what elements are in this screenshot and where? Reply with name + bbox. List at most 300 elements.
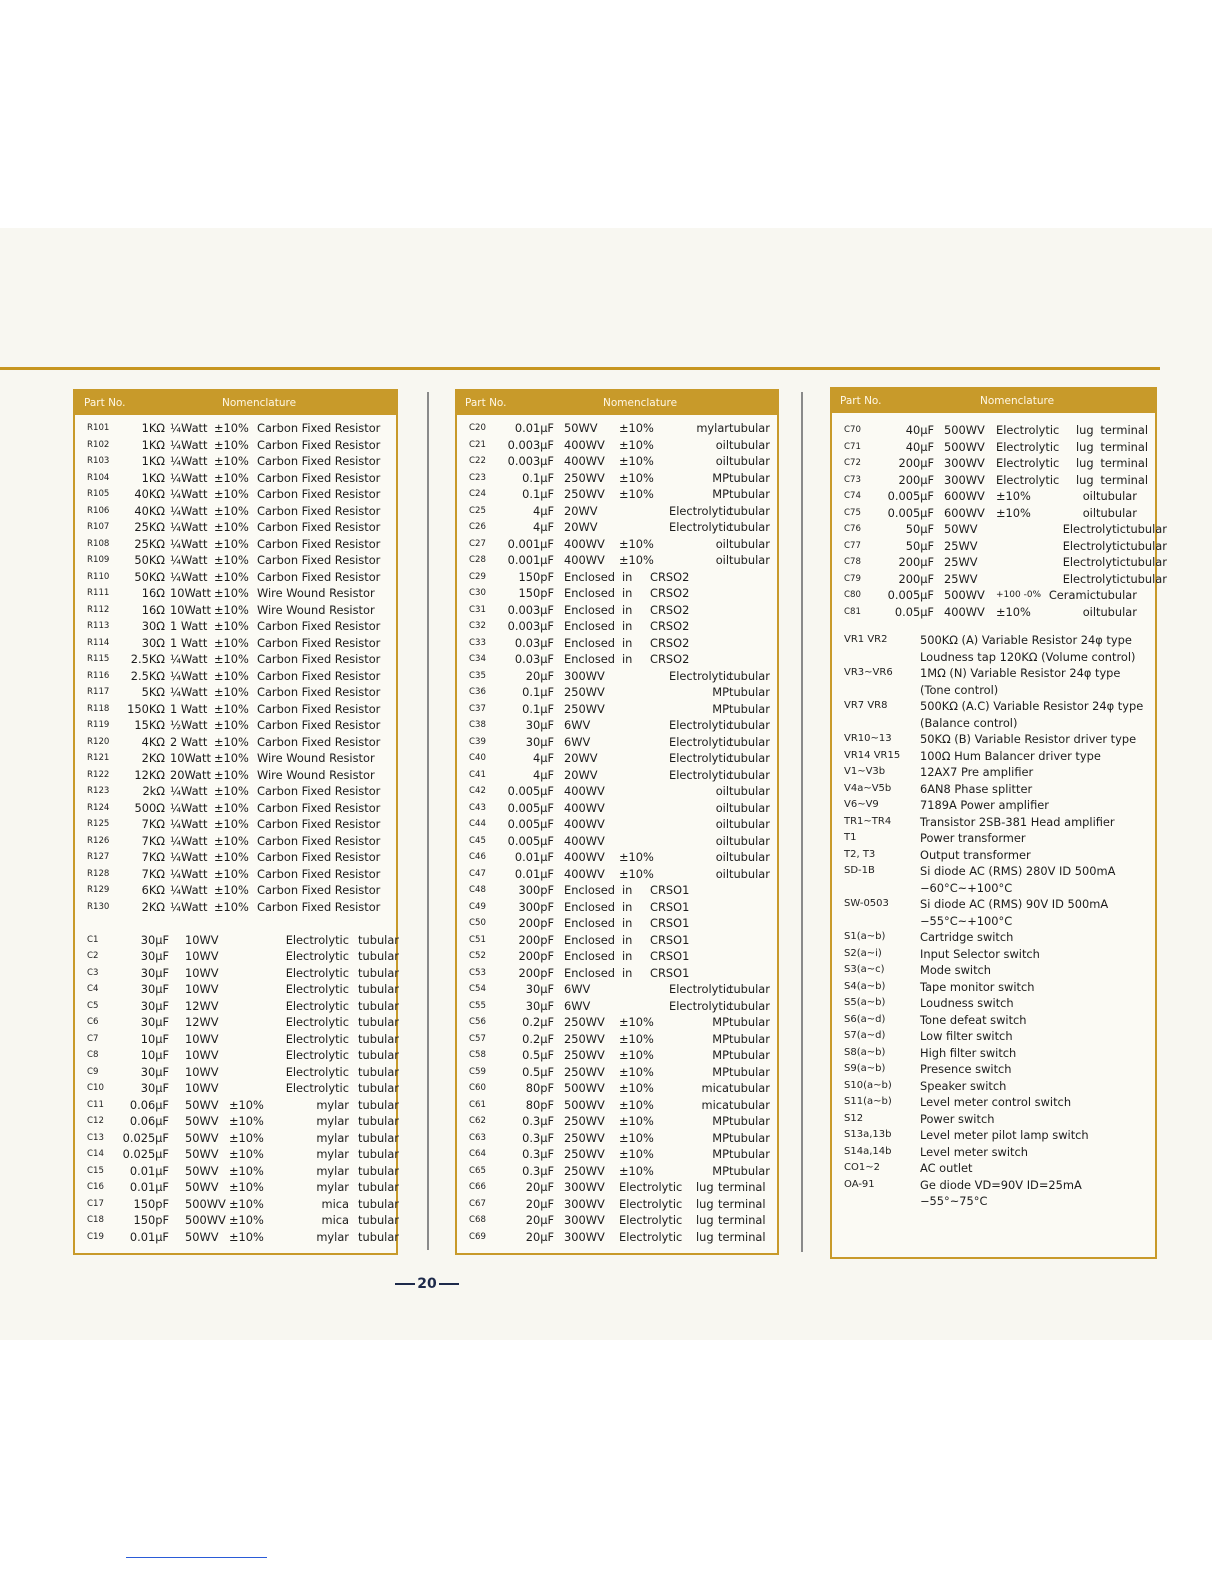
form: terminal xyxy=(1100,472,1148,487)
wattage: ¼Watt xyxy=(170,569,208,584)
table-row xyxy=(87,816,386,833)
form: tubular xyxy=(1096,604,1137,619)
table-row xyxy=(87,882,386,899)
value: 0.03μF xyxy=(514,652,554,667)
form: tubular xyxy=(729,668,770,683)
tolerance: ±10% xyxy=(214,668,249,683)
value: 30μF xyxy=(140,998,169,1013)
voltage: 25WV xyxy=(944,555,978,569)
voltage: Enclosed xyxy=(564,569,615,584)
material: lug xyxy=(696,1196,714,1211)
table-row xyxy=(87,899,386,916)
value: 200μF xyxy=(898,472,934,487)
part-number: C49 xyxy=(469,901,486,912)
part-number: S1(a~b) xyxy=(844,931,886,942)
table-row xyxy=(469,470,770,487)
material: mylar xyxy=(316,1130,349,1145)
form: tubular xyxy=(729,1064,770,1079)
table-row xyxy=(844,797,1145,814)
wattage: 1 Watt xyxy=(170,619,208,634)
material: Electrolytic xyxy=(285,1064,349,1079)
table-row xyxy=(87,470,386,487)
table-row xyxy=(844,554,1167,571)
value: 50μF xyxy=(905,522,934,536)
voltage: 12WV xyxy=(185,1015,219,1030)
table-row xyxy=(469,965,767,982)
value: 1KΩ xyxy=(141,421,165,436)
table-row xyxy=(87,552,386,569)
part-number: S8(a~b) xyxy=(844,1046,886,1058)
tolerance: ±10% xyxy=(619,1114,654,1129)
table-row xyxy=(469,1212,767,1229)
part-number: R125 xyxy=(87,819,110,830)
value: 2kΩ xyxy=(142,784,165,799)
form: tubular xyxy=(358,1031,399,1046)
value: 0.005μF xyxy=(887,505,934,520)
table-row xyxy=(87,1064,399,1081)
tolerance: ±10% xyxy=(214,437,249,452)
table-row xyxy=(87,849,386,866)
table-row xyxy=(87,618,386,635)
tolerance: ±10% xyxy=(214,619,249,634)
form: tubular xyxy=(1096,588,1137,602)
part-number: C47 xyxy=(469,868,486,879)
tolerance: ±10% xyxy=(229,1114,264,1129)
voltage: 50WV xyxy=(564,421,598,436)
value: 200pF xyxy=(518,949,554,964)
tolerance: in xyxy=(622,949,633,964)
tolerance: Electrolytic xyxy=(619,1213,683,1228)
form: tubular xyxy=(1126,571,1167,586)
part-number: C73 xyxy=(844,474,861,485)
value: 7KΩ xyxy=(141,866,165,881)
value: 50KΩ xyxy=(134,569,165,584)
material: Electrolytic xyxy=(285,965,349,980)
table-row xyxy=(844,439,1148,456)
table-row xyxy=(469,651,767,668)
voltage: 50WV xyxy=(185,1180,219,1195)
tolerance: ±10% xyxy=(214,520,249,535)
value: 150pF xyxy=(133,1213,169,1228)
value: 0.025μF xyxy=(122,1147,169,1162)
description: Carbon Fixed Resistor xyxy=(257,635,381,650)
table-row xyxy=(844,488,1145,505)
panel-body xyxy=(75,415,399,1245)
material: oil xyxy=(1082,505,1096,520)
table-row xyxy=(469,750,770,767)
description: AC outlet xyxy=(920,1161,973,1175)
voltage: 10WV xyxy=(185,1031,219,1046)
description: Carbon Fixed Resistor xyxy=(257,421,381,436)
part-number: S10(a~b) xyxy=(844,1079,892,1091)
part-number: C75 xyxy=(844,507,861,518)
form: tubular xyxy=(358,1064,399,1079)
form: tubular xyxy=(1096,489,1137,503)
wattage: 10Watt xyxy=(170,751,211,766)
table-row xyxy=(469,833,770,850)
voltage: 10WV xyxy=(185,982,219,997)
table-row xyxy=(844,1094,1145,1111)
table-row xyxy=(844,1177,1145,1210)
description: Carbon Fixed Resistor xyxy=(257,437,381,452)
spacer xyxy=(844,620,1145,632)
material: oil xyxy=(715,784,729,799)
form: tubular xyxy=(1126,522,1167,536)
part-number: C67 xyxy=(469,1198,486,1209)
value: 30μF xyxy=(140,1015,169,1030)
value: 0.005μF xyxy=(507,817,554,832)
table-row xyxy=(87,569,386,586)
voltage: 500WV xyxy=(564,1081,605,1096)
value: 25KΩ xyxy=(134,520,165,535)
tolerance: Electrolytic xyxy=(619,1180,683,1195)
value: 20μF xyxy=(525,668,554,683)
table-row xyxy=(87,635,386,652)
part-number: C64 xyxy=(469,1149,486,1160)
value: 0.5μF xyxy=(522,1064,554,1079)
description: Level meter control switch xyxy=(920,1095,1072,1109)
part-number: C66 xyxy=(469,1182,486,1193)
voltage: 500WV xyxy=(944,423,985,437)
tolerance: ±10% xyxy=(619,553,654,568)
voltage: 400WV xyxy=(564,553,605,568)
tolerance: in xyxy=(622,916,633,931)
part-number: C19 xyxy=(87,1231,104,1242)
table-row xyxy=(844,587,1145,604)
value: 30μF xyxy=(140,932,169,947)
tolerance: Electrolytic xyxy=(996,423,1060,437)
value: 1KΩ xyxy=(141,437,165,452)
value: 30Ω xyxy=(141,635,165,650)
form: tubular xyxy=(358,1081,399,1096)
form: tubular xyxy=(729,1031,770,1046)
material: MP xyxy=(712,1048,729,1063)
voltage: Enclosed xyxy=(564,932,615,947)
form: tubular xyxy=(729,437,770,452)
part-number: C41 xyxy=(469,769,486,780)
form: tubular xyxy=(729,701,770,716)
value: 80pF xyxy=(525,1097,554,1112)
form: tubular xyxy=(729,800,770,815)
material: Electrolytic xyxy=(1062,538,1126,553)
table-row xyxy=(87,503,386,520)
tolerance: ±10% xyxy=(214,487,249,502)
part-number: C58 xyxy=(469,1050,486,1061)
material: lug xyxy=(696,1180,714,1195)
form: tubular xyxy=(729,751,770,766)
part-number: C28 xyxy=(469,555,486,566)
table-row xyxy=(87,453,386,470)
value: 0.005μF xyxy=(887,588,934,602)
voltage: 50WV xyxy=(185,1147,219,1162)
part-number: C42 xyxy=(469,786,486,797)
part-number: R123 xyxy=(87,786,110,797)
table-row xyxy=(87,1031,399,1048)
table-row xyxy=(469,668,770,685)
material: Electrolytic xyxy=(285,949,349,964)
wattage: ¼Watt xyxy=(170,668,208,683)
form: tubular xyxy=(358,982,399,997)
table-row xyxy=(844,698,1145,731)
material: oil xyxy=(715,536,729,551)
voltage: 6WV xyxy=(564,998,591,1013)
header-part-no: Part No. xyxy=(84,397,126,409)
table-row xyxy=(469,1014,770,1031)
table-row xyxy=(844,979,1145,996)
material: MP xyxy=(712,1130,729,1145)
part-number: C13 xyxy=(87,1132,104,1143)
tolerance: ±10% xyxy=(996,489,1031,503)
value: 25KΩ xyxy=(134,536,165,551)
table-row xyxy=(87,701,386,718)
part-number: C63 xyxy=(469,1132,486,1143)
value: 0.003μF xyxy=(507,602,554,617)
table-row xyxy=(87,420,386,437)
table-row xyxy=(469,1163,770,1180)
table-row xyxy=(844,814,1145,831)
description: 500KΩ (A.C) Variable Resistor 24φ type (Balance control) xyxy=(920,699,1144,730)
table-row xyxy=(844,731,1145,748)
material: oil xyxy=(715,817,729,832)
table-row xyxy=(469,1179,767,1196)
value: 200μF xyxy=(898,555,934,569)
form: terminal xyxy=(718,1180,766,1195)
table-row xyxy=(87,948,399,965)
part-number: S6(a~d) xyxy=(844,1013,886,1025)
description: High filter switch xyxy=(920,1045,1017,1060)
table-row xyxy=(87,981,399,998)
part-number: C40 xyxy=(469,753,486,764)
description: 100Ω Hum Balancer driver type xyxy=(920,748,1101,763)
tolerance: ±10% xyxy=(214,421,249,436)
material: mylar xyxy=(316,1163,349,1178)
wattage: ¼Watt xyxy=(170,470,208,485)
material: Electrolytic xyxy=(1062,522,1126,536)
voltage: 400WV xyxy=(564,536,605,551)
form: tubular xyxy=(729,982,770,997)
part-number: S5(a~b) xyxy=(844,997,886,1008)
part-number: C80 xyxy=(844,590,861,600)
form: tubular xyxy=(729,734,770,749)
tolerance: ±10% xyxy=(619,487,654,502)
voltage: 500WV xyxy=(944,439,985,454)
table-row xyxy=(469,948,767,965)
part-number: C68 xyxy=(469,1215,486,1226)
material: Electrolytic xyxy=(669,982,733,997)
tolerance: ±10% xyxy=(619,454,654,469)
description: 500KΩ (A) Variable Resistor 24φ type Loudness tap 120KΩ (Volume control) xyxy=(920,633,1136,664)
table-row xyxy=(844,929,1145,946)
table-row xyxy=(87,1229,399,1246)
tolerance: ±10% xyxy=(214,800,249,815)
voltage: 500WV xyxy=(564,1097,605,1112)
description: Carbon Fixed Resistor xyxy=(257,866,381,881)
voltage: 6WV xyxy=(564,982,591,997)
description: Transistor 2SB-381 Head amplifier xyxy=(920,814,1115,829)
description: Carbon Fixed Resistor xyxy=(257,503,381,518)
table-row xyxy=(844,1012,1145,1029)
part-number: C76 xyxy=(844,524,861,534)
table-row xyxy=(87,932,399,949)
value: 200μF xyxy=(898,456,934,470)
value: 4μF xyxy=(532,751,554,766)
table-row xyxy=(87,1179,399,1196)
part-number: C53 xyxy=(469,967,486,978)
description: Carbon Fixed Resistor xyxy=(257,487,381,502)
part-number: C43 xyxy=(469,802,486,813)
table-row xyxy=(844,571,1167,588)
tolerance: ±10% xyxy=(214,899,249,914)
value: 30μF xyxy=(140,1064,169,1079)
material: MP xyxy=(712,1163,729,1178)
material: mica xyxy=(321,1196,349,1211)
table-row xyxy=(844,1144,1145,1161)
material: lug xyxy=(1076,456,1094,470)
table-row xyxy=(87,1014,399,1031)
parts-panel-capacitors xyxy=(455,389,779,1255)
tolerance: in xyxy=(622,602,633,617)
part-number: C34 xyxy=(469,654,486,665)
column-divider xyxy=(427,392,429,1250)
voltage: 300WV xyxy=(564,1180,605,1195)
material: Electrolytic xyxy=(1062,555,1126,569)
part-number: R106 xyxy=(87,505,110,516)
value: 30μF xyxy=(140,1081,169,1096)
form: terminal xyxy=(1100,439,1148,454)
material: CRSO2 xyxy=(650,619,690,634)
material: oil xyxy=(715,866,729,881)
table-row xyxy=(87,602,386,619)
tolerance: ±10% xyxy=(619,421,654,436)
material: MP xyxy=(712,1015,729,1030)
part-number: C46 xyxy=(469,852,486,863)
form: tubular xyxy=(729,1048,770,1063)
part-number: S13a,13b xyxy=(844,1129,892,1140)
description: Tone defeat switch xyxy=(920,1012,1027,1027)
part-number: C25 xyxy=(469,505,486,516)
form: tubular xyxy=(358,1130,399,1145)
description: Level meter switch xyxy=(920,1144,1028,1159)
table-row xyxy=(469,882,767,899)
table-row xyxy=(469,602,767,619)
form: tubular xyxy=(729,767,770,782)
material: MP xyxy=(712,685,729,700)
table-row xyxy=(844,962,1145,979)
material: lug xyxy=(696,1229,714,1244)
value: 4μF xyxy=(532,767,554,782)
value: 7KΩ xyxy=(141,833,165,848)
part-number: R128 xyxy=(87,868,110,879)
value: 40μF xyxy=(905,423,934,437)
part-number: TR1~TR4 xyxy=(844,815,892,827)
form: tubular xyxy=(729,850,770,865)
description: Carbon Fixed Resistor xyxy=(257,833,381,848)
tolerance: ±10% xyxy=(214,553,249,568)
table-row xyxy=(87,536,386,553)
tolerance: ±10% xyxy=(619,1097,654,1112)
tolerance: in xyxy=(622,965,633,980)
table-row xyxy=(469,486,770,503)
material: Electrolytic xyxy=(285,1031,349,1046)
table-row xyxy=(844,455,1148,472)
voltage: Enclosed xyxy=(564,965,615,980)
table-row xyxy=(844,995,1145,1012)
tolerance: ±10% xyxy=(214,883,249,898)
tolerance: ±10% xyxy=(619,1048,654,1063)
description: Si diode AC (RMS) 280V ID 500mA −60°C~+100°C xyxy=(920,864,1116,895)
tolerance: ±10% xyxy=(214,751,249,766)
description: Input Selector switch xyxy=(920,946,1040,961)
material: CRSO2 xyxy=(650,652,690,667)
value: 0.1μF xyxy=(522,487,554,502)
tolerance: ±10% xyxy=(214,652,249,667)
part-number: VR1 VR2 xyxy=(844,634,888,645)
form: tubular xyxy=(358,1048,399,1063)
voltage: 250WV xyxy=(564,487,605,502)
material: Electrolytic xyxy=(285,982,349,997)
material: Electrolytic xyxy=(669,503,733,518)
material: CRSO2 xyxy=(650,635,690,650)
part-number: C56 xyxy=(469,1017,486,1028)
part-number: C14 xyxy=(87,1149,104,1160)
description: Wire Wound Resistor xyxy=(257,586,375,601)
part-number: S11(a~b) xyxy=(844,1096,892,1107)
value: 0.1μF xyxy=(522,685,554,700)
voltage: 250WV xyxy=(564,470,605,485)
value: 30Ω xyxy=(141,619,165,634)
value: 4μF xyxy=(532,520,554,535)
material: CRSO1 xyxy=(650,932,690,947)
form: tubular xyxy=(729,817,770,832)
wattage: ¼Watt xyxy=(170,850,208,865)
part-number: C18 xyxy=(87,1215,104,1226)
wattage: ¼Watt xyxy=(170,454,208,469)
form: tubular xyxy=(358,1229,399,1244)
description: Mode switch xyxy=(920,963,992,977)
description: Si diode AC (RMS) 90V ID 500mA −55°C~+100°C xyxy=(920,897,1109,928)
tolerance: ±10% xyxy=(214,685,249,700)
voltage: 250WV xyxy=(564,1031,605,1046)
voltage: Enclosed xyxy=(564,586,615,601)
part-number: R117 xyxy=(87,687,110,698)
description: Wire Wound Resistor xyxy=(257,751,375,766)
value: 0.03μF xyxy=(514,635,554,650)
part-number: C77 xyxy=(844,540,861,551)
table-row xyxy=(844,1045,1145,1062)
form: tubular xyxy=(729,487,770,502)
voltage: Enclosed xyxy=(564,949,615,964)
part-number: V1~V3b xyxy=(844,766,886,777)
value: 15KΩ xyxy=(134,718,165,733)
value: 0.005μF xyxy=(887,489,934,503)
part-number: CO1~2 xyxy=(844,1162,880,1173)
form: tubular xyxy=(358,1196,399,1211)
table-row xyxy=(469,1080,770,1097)
voltage: 50WV xyxy=(185,1229,219,1244)
voltage: 500WV xyxy=(185,1196,226,1211)
value: 0.1μF xyxy=(522,701,554,716)
value: 30μF xyxy=(525,734,554,749)
part-number: R115 xyxy=(87,654,110,665)
material: CRSO1 xyxy=(650,899,690,914)
table-row xyxy=(87,684,386,701)
form: tubular xyxy=(358,1147,399,1162)
form: tubular xyxy=(729,1097,770,1112)
panel-header xyxy=(75,391,396,415)
wattage: ¼Watt xyxy=(170,553,208,568)
value: 0.3μF xyxy=(522,1163,554,1178)
description: Carbon Fixed Resistor xyxy=(257,553,381,568)
